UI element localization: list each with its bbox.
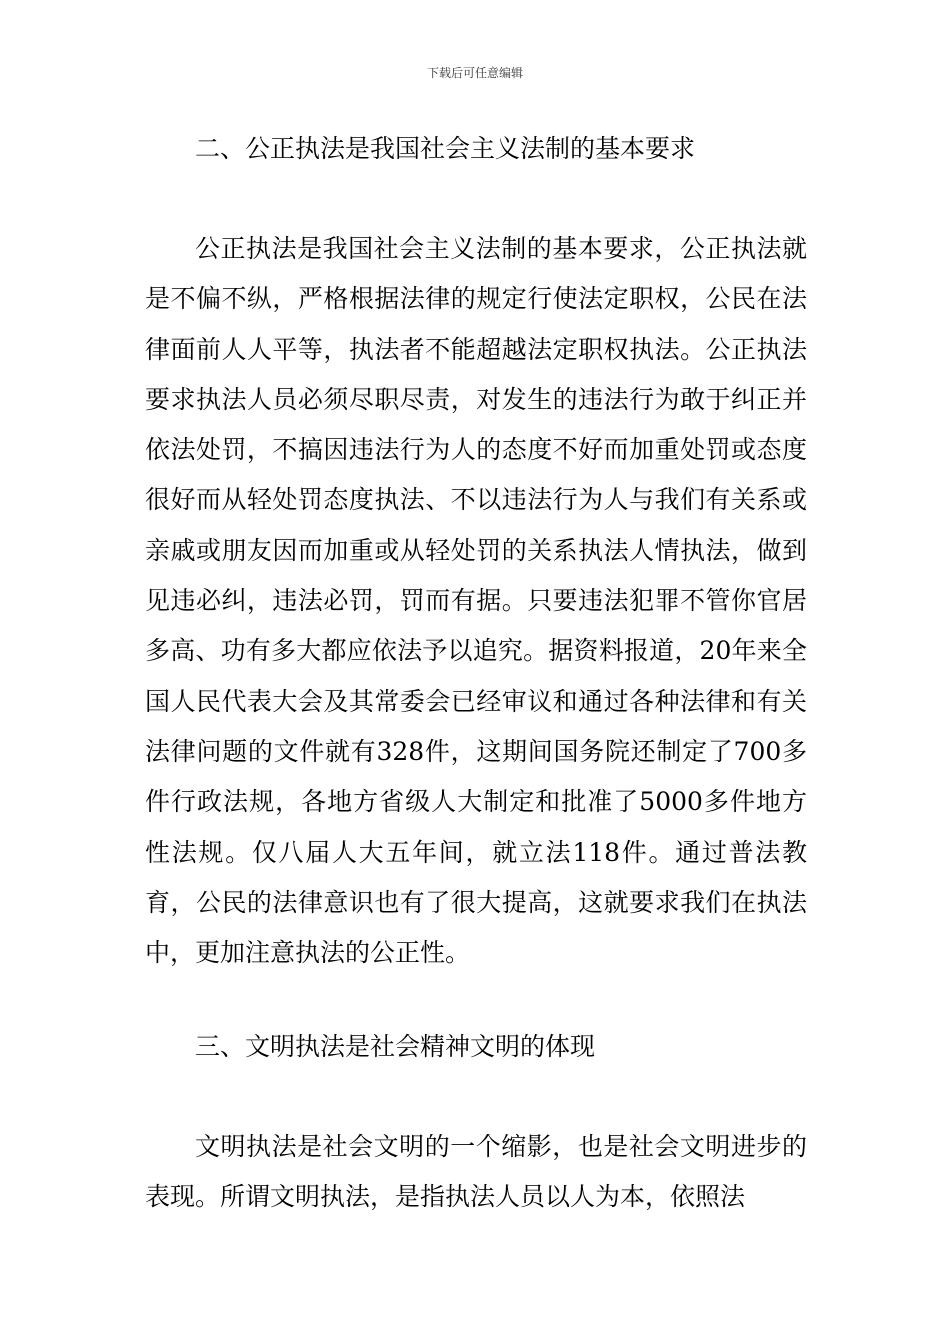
section-paragraph	[145, 224, 807, 978]
section-paragraph	[145, 1122, 807, 1223]
section-heading: 二、公正执法是我国社会主义法制的基本要求	[195, 134, 696, 163]
paragraph-text: 公正执法是我国社会主义法制的基本要求，公正执法就是不偏不纵，严格根据法律的规定行使法定职权，公民在法律面前人人平等，执法者不能超越法定职权执法。公正执法要求执法人员必须尽职尽责，对发生的违法行为敢于纠正并依法处罚，不搞因违法行为人的态度不好而加重处罚或态度很好而从轻处罚态度执法、不以违法行为人与我们有关系或亲戚或朋友因而加重或从轻处罚的关系执法人情执法，做到见违必纠，违法必罚，罚而有据。只要违法犯罪不管你官居多高、功有多大都应依法予以追究。据资料报道，20年来全国人民代表大会及其常委会已经审议和通过各种法律和有关法律问题的文件就有328件，这期间国务院还制定了700多件行政法规，各地方省级人大制定和批准了5000多件地方性法规。仅八届人大五年间，就立法118件。通过普法教育，公民的法律意识也有了很大提高，这就要求我们在执法中，更加注意执法的公正性。	[145, 234, 807, 968]
paragraph-text: 文明执法是社会文明的一个缩影，也是社会文明进步的表现。所谓文明执法，是指执法人员以人为本，依照法	[145, 1132, 807, 1212]
section-heading: 三、文明执法是社会精神文明的体现	[195, 1032, 596, 1061]
header-note: 下载后可任意编辑	[426, 66, 523, 80]
